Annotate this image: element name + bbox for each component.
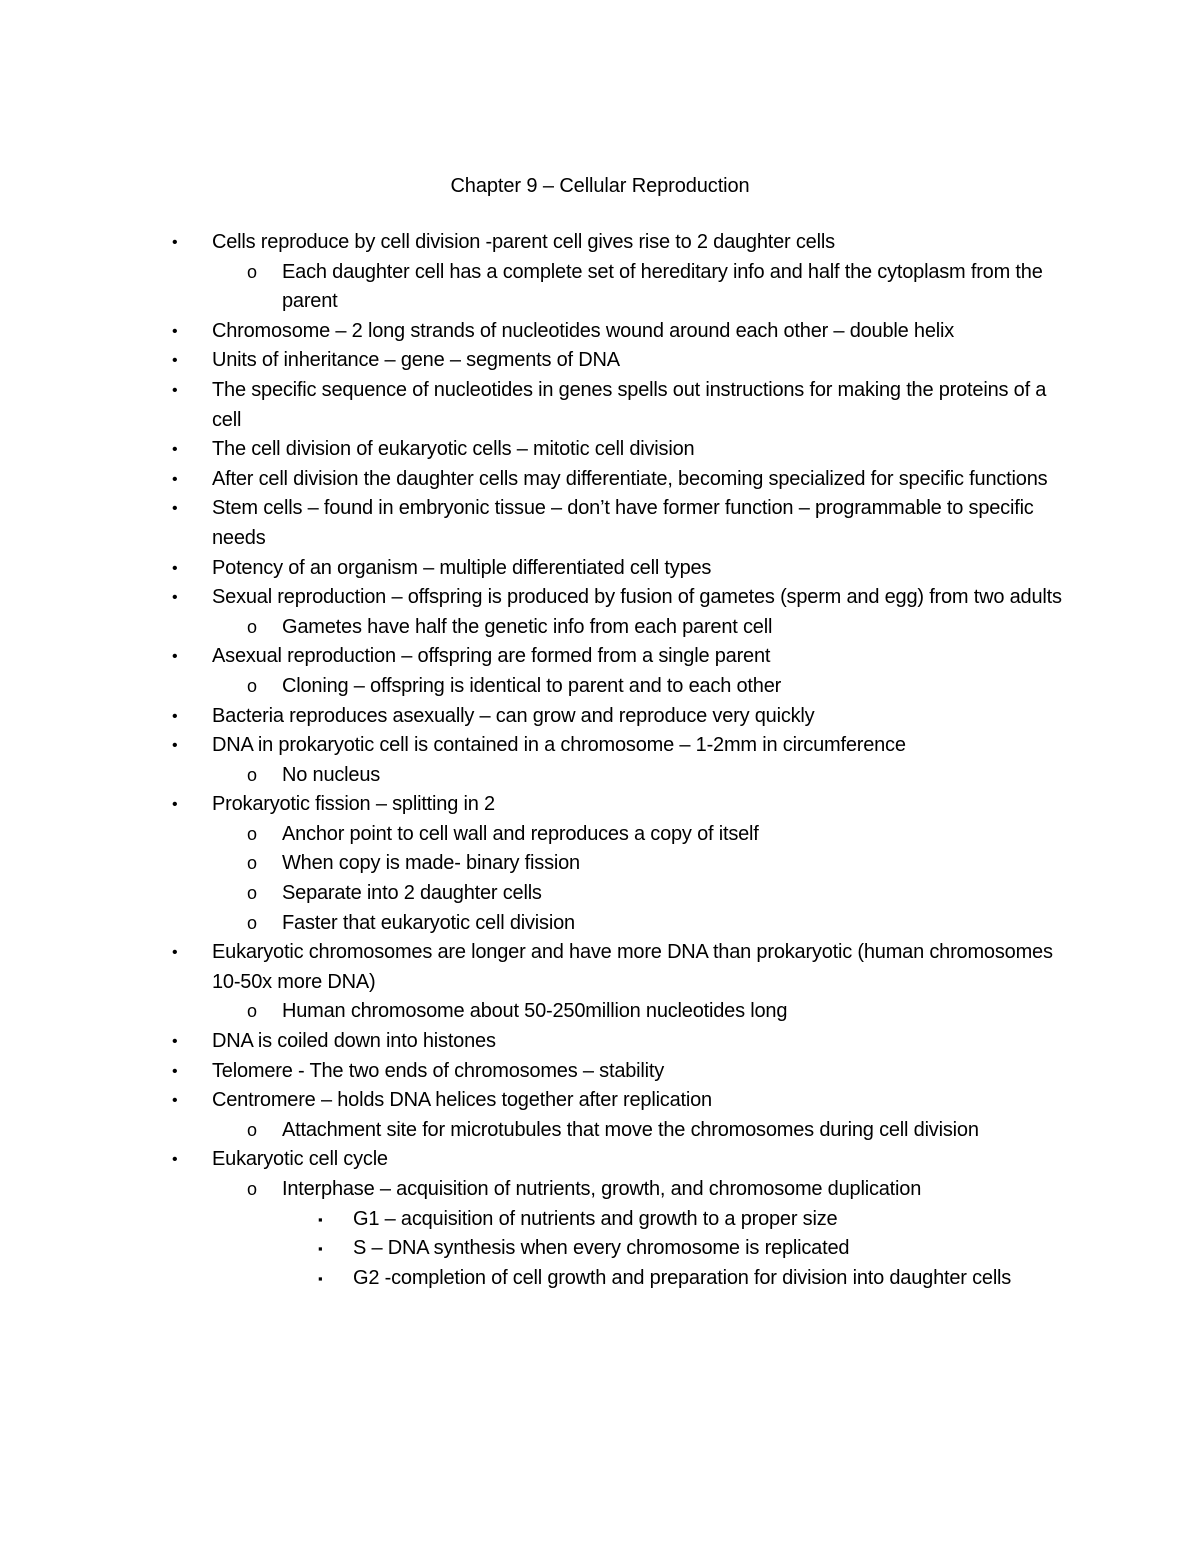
bullet-marker: o: [247, 261, 257, 282]
list-item-text: When copy is made- binary fission: [282, 852, 580, 875]
list-item-text: Prokaryotic fission – splitting in 2: [212, 793, 495, 816]
list-item-text: After cell division the daughter cells may differentiate, becoming specialized for specific functions: [212, 467, 1048, 490]
list-item-text: G2 -completion of cell growth and preparation for division into daughter cells: [353, 1266, 1012, 1289]
list-item-text: Units of inheritance – gene – segments of DNA: [212, 349, 620, 372]
list-item: [0, 1145, 1200, 1175]
bullet-marker: ▪: [318, 1211, 323, 1227]
list-item: [0, 820, 1200, 850]
list-item-text: Faster that eukaryotic cell division: [282, 911, 575, 934]
list-item: [0, 346, 1200, 376]
list-item: [0, 879, 1200, 909]
list-item-text: Anchor point to cell wall and reproduces a copy of itself: [282, 822, 759, 845]
list-item: [0, 1086, 1200, 1116]
list-item-text: Attachment site for microtubules that move the chromosomes during cell division: [282, 1118, 979, 1141]
list-item: [0, 731, 1200, 761]
list-item-text: Human chromosome about 50-250million nucleotides long: [282, 1000, 788, 1023]
page-title: Chapter 9 – Cellular Reproduction: [450, 175, 750, 197]
list-item: [0, 317, 1200, 347]
bullet-marker: ▪: [318, 1241, 323, 1257]
bullet-marker: o: [247, 675, 257, 696]
list-item-text: Interphase – acquisition of nutrients, growth, and chromosome duplication: [282, 1178, 922, 1200]
list-item: [0, 1175, 1200, 1205]
list-item-text: Cells reproduce by cell division -parent cell gives rise to 2 daughter cells: [212, 231, 835, 253]
list-item-text: Asexual reproduction – offspring are formed from a single parent: [212, 645, 771, 668]
notes-list: [0, 228, 1200, 1293]
list-item-text: Telomere - The two ends of chromosomes – stability: [212, 1059, 665, 1082]
bullet-marker: o: [247, 823, 257, 844]
bullet-marker: o: [247, 764, 257, 785]
list-item: [0, 1264, 1200, 1294]
bullet-marker: •: [172, 737, 178, 755]
bullet-marker: •: [172, 381, 178, 399]
bullet-marker: •: [172, 944, 178, 962]
list-item-text: Eukaryotic cell cycle: [212, 1148, 388, 1171]
list-item: [0, 997, 1200, 1027]
list-item: [0, 1057, 1200, 1087]
list-item-text: DNA is coiled down into histones: [212, 1030, 496, 1053]
list-item: [0, 465, 1200, 495]
list-item: [0, 642, 1200, 672]
bullet-marker: o: [247, 616, 257, 637]
list-item-text: Centromere – holds DNA helices together after replication: [212, 1089, 712, 1112]
bullet-marker: •: [172, 470, 178, 488]
bullet-marker: o: [247, 1001, 257, 1022]
list-item-text: Gametes have half the genetic info from each parent cell: [282, 615, 773, 638]
list-item: [0, 909, 1200, 939]
list-item: [0, 228, 1200, 258]
list-item: [0, 1116, 1200, 1146]
list-item-text: The specific sequence of nucleotides in genes spells out instructions for making the proteins of a cell: [212, 378, 1047, 431]
list-item-text: No nucleus: [282, 763, 381, 786]
bullet-marker: •: [172, 352, 178, 370]
list-item-text: Cloning – offspring is identical to parent and to each other: [282, 674, 782, 697]
bullet-marker: •: [172, 500, 178, 518]
list-item-text: Stem cells – found in embryonic tissue – don’t have former function – programmable to specific needs: [212, 497, 1034, 549]
list-item-text: Each daughter cell has a complete set of hereditary info and half the cytoplasm from the parent: [282, 260, 1043, 313]
list-item: [0, 1205, 1200, 1235]
list-item-text: Chromosome – 2 long strands of nucleotides wound around each other – double helix: [212, 319, 955, 342]
list-item: [0, 583, 1200, 613]
list-item: [0, 554, 1200, 584]
list-item-text: Separate into 2 daughter cells: [282, 882, 542, 905]
list-item: [0, 672, 1200, 702]
list-item: [0, 790, 1200, 820]
list-item: [0, 761, 1200, 791]
bullet-marker: ▪: [318, 1270, 323, 1286]
list-item: [0, 849, 1200, 879]
bullet-marker: •: [172, 1033, 178, 1051]
bullet-marker: •: [172, 648, 178, 666]
list-item: [0, 435, 1200, 465]
list-item-text: Bacteria reproduces asexually – can grow and reproduce very quickly: [212, 704, 815, 727]
bullet-marker: o: [247, 883, 257, 904]
list-item-text: DNA in prokaryotic cell is contained in a chromosome – 1-2mm in circumference: [212, 734, 906, 757]
list-item: [0, 702, 1200, 732]
list-item: [0, 1234, 1200, 1264]
list-item-text: Eukaryotic chromosomes are longer and have more DNA than prokaryotic (human chromosomes 10-50x more DNA): [212, 941, 1053, 993]
bullet-marker: •: [172, 1062, 178, 1080]
bullet-marker: o: [247, 912, 257, 933]
bullet-marker: •: [172, 441, 178, 459]
list-item: [0, 1027, 1200, 1057]
list-item-text: Potency of an organism – multiple differentiated cell types: [212, 556, 712, 579]
list-item-text: The cell division of eukaryotic cells – mitotic cell division: [212, 438, 695, 461]
list-item-text: Sexual reproduction – offspring is produced by fusion of gametes (sperm and egg) from two adults: [212, 586, 1062, 609]
bullet-marker: •: [172, 1092, 178, 1110]
bullet-marker: •: [172, 234, 178, 251]
list-item: [0, 258, 1200, 317]
bullet-marker: o: [247, 1179, 257, 1199]
bullet-marker: •: [172, 589, 178, 607]
list-item-text: S – DNA synthesis when every chromosome is replicated: [353, 1237, 850, 1260]
list-item-text: G1 – acquisition of nutrients and growth to a proper size: [353, 1207, 838, 1230]
bullet-marker: •: [172, 322, 178, 340]
bullet-marker: •: [172, 1151, 178, 1169]
list-item: [0, 613, 1200, 643]
bullet-marker: •: [172, 707, 178, 725]
list-item: [0, 938, 1200, 997]
list-item: [0, 494, 1200, 553]
bullet-marker: o: [247, 1119, 257, 1140]
bullet-marker: o: [247, 853, 257, 874]
bullet-marker: •: [172, 559, 178, 577]
bullet-marker: •: [172, 796, 178, 814]
list-item: [0, 376, 1200, 435]
